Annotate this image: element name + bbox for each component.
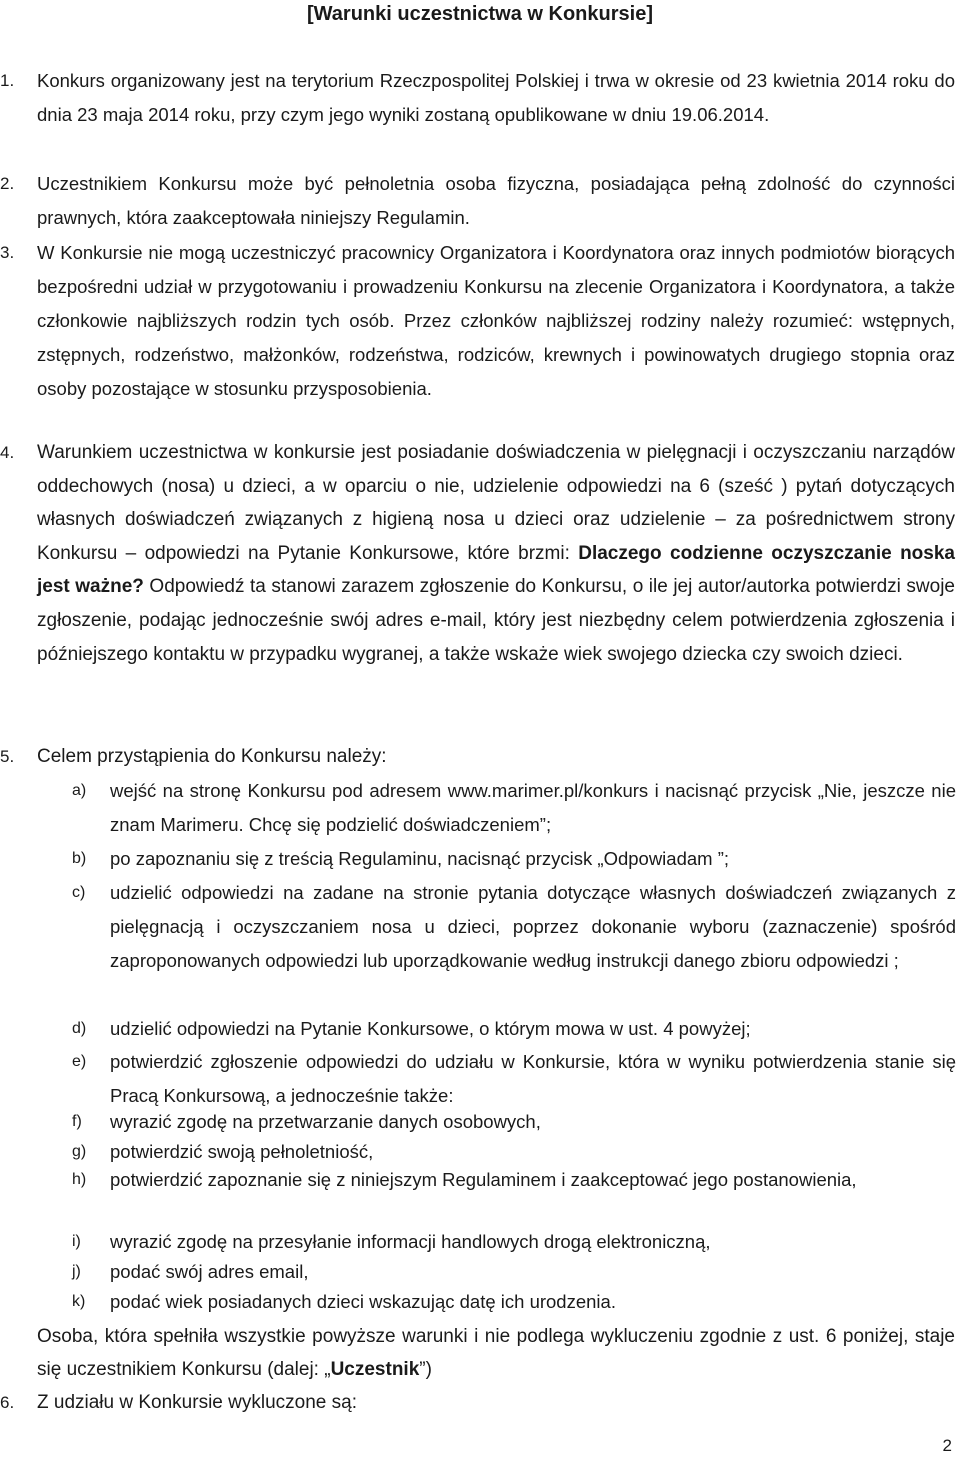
sub-item-letter: d) (72, 1020, 87, 1037)
sub-item-text: podać wiek posiadanych dzieci wskazując datę ich urodzenia. (110, 1291, 616, 1312)
item-text: Konkurs organizowany jest na terytorium Rzeczpospolitej Polskiej i trwa w okresie od 23 kwietnia 2014 roku do dnia 23 maja 2014 roku, przy czym jego wyniki zostaną opublikowane w dniu 19.06.2014. (37, 70, 955, 125)
page-number: 2 (942, 1436, 952, 1455)
sub-item-letter: c) (72, 884, 86, 901)
section-heading: [Warunki uczestnictwa w Konkursie] (307, 3, 653, 25)
sub-item-text: podać swój adres email, (110, 1261, 309, 1282)
item-number: 1. (0, 71, 15, 90)
item-number: 6. (0, 1393, 15, 1412)
trailing-text-part: ”) (419, 1359, 432, 1380)
trailing-text-part: Osoba, która spełniła wszystkie powyższe warunki i nie podlega wykluczeniu zgodnie z ust. 6 poniżej, staje się uczestnikiem Konkursu (dalej: „ (37, 1326, 955, 1380)
item-number: 2. (0, 174, 15, 193)
contest-question: Dlaczego codzienne oczyszczanie noska jest ważne? (37, 542, 955, 598)
sub-item-letter: b) (72, 850, 87, 867)
item-text-part: Warunkiem uczestnictwa w konkursie jest posiadanie doświadczenia w pielęgnacji i oczyszczaniu narządów oddechowych (nosa) u dzieci, a w oparciu o nie, udzielenie odpowiedzi na 6 (sześć ) pytań dotyczących własnych doświadczeń związanych z higieną nosa u dzieci oraz udzielenie – za pośrednictwem strony Konkursu – odpowiedzi na Pytanie Konkursowe, które brzmi: (37, 442, 955, 564)
sub-item-text: udzielić odpowiedzi na zadane na stronie pytania dotyczące własnych doświadczeń związanych z pielęgnacją i oczyszczaniem nosa u dzieci, poprzez dokonanie wyboru (zaznaczenie) spośród zaproponowanych odpowiedzi lub uporządkowanie według instrukcji danego zbioru odpowiedzi ; (110, 882, 956, 971)
sub-item-text: wyrazić zgodę na przetwarzanie danych osobowych, (110, 1111, 541, 1132)
sub-item-letter: h) (72, 1171, 87, 1188)
sub-item-letter: j) (72, 1263, 81, 1280)
item-text: W Konkursie nie mogą uczestniczyć pracownicy Organizatora i Koordynatora oraz innych podmiotów biorących bezpośredni udział w przygotowaniu i prowadzeniu Konkursu na zlecenie Organizatora i Koordynatora, a także członkowie najbliższych rodzin tych osób. Przez członków najbliższej rodziny należy rozumieć: wstępnych, zstępnych, rodzeństwo, małżonków, rodzeństwa, rodziców, krewnych i powinowatych drugiego stopnia oraz osoby pozostające w stosunku przysposobienia. (37, 242, 955, 399)
sub-item-letter: e) (72, 1053, 87, 1070)
item-text: Uczestnikiem Konkursu może być pełnoletnia osoba fizyczna, posiadająca pełną zdolność do czynności prawnych, która zaakceptowała niniejszy Regulamin. (37, 173, 955, 228)
participant-definition (37, 1320, 955, 1386)
sub-item-text: wejść na stronę Konkursu pod adresem www.marimer.pl/konkurs i nacisnąć przycisk „Nie, jeszcze nie znam Marimeru. Chcę się podzielić doświadczeniem”; (110, 780, 956, 835)
sub-item-text: potwierdzić zgłoszenie odpowiedzi do udziału w Konkursie, która w wyniku potwierdzenia stanie się Pracą Konkursową, a jednocześnie także: (110, 1051, 956, 1106)
item-text: Celem przystąpienia do Konkursu należy: (37, 746, 387, 767)
sub-item-text: wyrazić zgodę na przesyłanie informacji handlowych drogą elektroniczną, (110, 1231, 711, 1252)
sub-item-text: udzielić odpowiedzi na Pytanie Konkursowe, o którym mowa w ust. 4 powyżej; (110, 1018, 751, 1039)
sub-item-letter: k) (72, 1293, 86, 1310)
sub-item-text: potwierdzić swoją pełnoletniość, (110, 1141, 374, 1162)
sub-item-letter: g) (72, 1143, 87, 1160)
sub-item-letter: i) (72, 1233, 81, 1250)
sub-item-text: po zapoznaniu się z treścią Regulaminu, nacisnąć przycisk „Odpowiadam ”; (110, 848, 730, 869)
item-text (37, 436, 955, 671)
item-number: 5. (0, 747, 15, 766)
sub-item-letter: a) (72, 782, 87, 799)
sub-item-text: potwierdzić zapoznanie się z niniejszym Regulaminem i zaakceptować jego postanowienia, (110, 1169, 857, 1190)
sub-item-letter: f) (72, 1113, 82, 1130)
item-text: Z udziału w Konkursie wykluczone są: (37, 1392, 357, 1413)
participant-term: Uczestnik (330, 1359, 420, 1380)
item-text-part: Odpowiedź ta stanowi zarazem zgłoszenie do Konkursu, o ile jej autor/autorka potwierdzi swoje zgłoszenie, podając jednocześnie swój adres e-mail, który jest niezbędny celem potwierdzenia zgłoszenia i późniejszego kontaktu w przypadku wygranej, a także wskaże wiek swojego dziecka czy swoich dzieci. (37, 576, 955, 665)
item-number: 3. (0, 243, 15, 262)
item-number: 4. (0, 443, 15, 462)
